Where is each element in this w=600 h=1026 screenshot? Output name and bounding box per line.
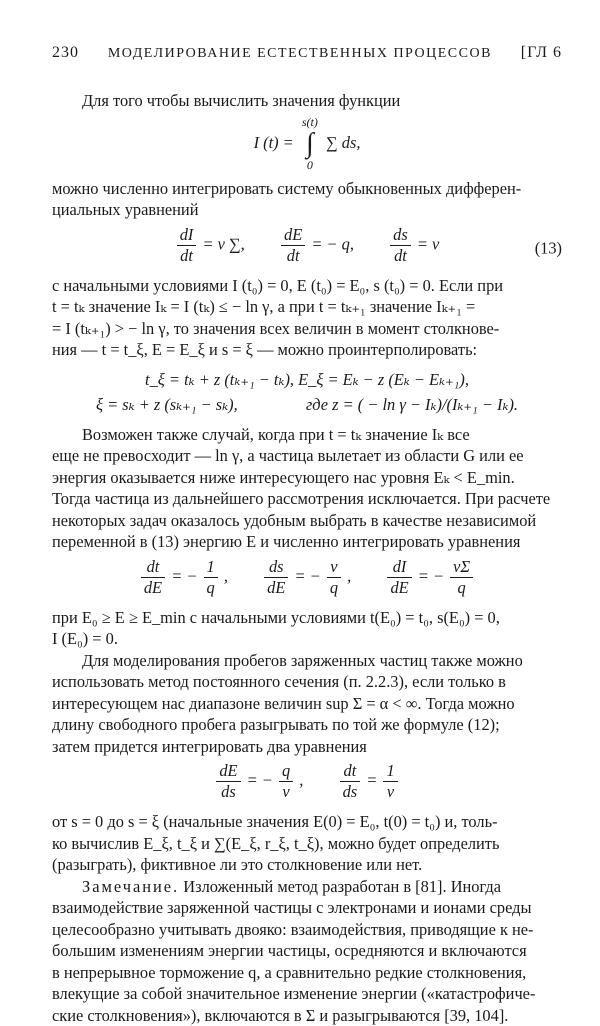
- denominator: q: [327, 578, 341, 598]
- fraction: [450, 557, 473, 598]
- denominator: q: [204, 578, 218, 598]
- fraction: [340, 761, 361, 802]
- text-line: I (E₀) = 0.: [52, 628, 562, 650]
- numerator: v: [327, 557, 341, 578]
- running-title: МОДЕЛИРОВАНИЕ ЕСТЕСТВЕННЫХ ПРОЦЕССОВ: [108, 46, 492, 62]
- remark-paragraph: [52, 876, 562, 1026]
- eq-rhs: = v: [417, 234, 439, 253]
- text-line: длину свободного пробега разыгрывать по той же формуле (12);: [52, 714, 562, 736]
- equation-dE: [52, 557, 562, 603]
- text-line: при E₀ ≥ E ≥ E_min с начальными условиями t(E₀) = t₀, s(E₀) = 0,: [52, 607, 562, 629]
- denominator: ds: [340, 782, 361, 802]
- denominator: dt: [281, 246, 305, 266]
- integral-lower-limit: 0: [307, 159, 313, 172]
- text-line: можно численно интегрировать систему обыкновенных дифферен-: [52, 178, 562, 200]
- fraction: [327, 557, 341, 598]
- eq-rhs: = v ∑,: [202, 234, 244, 253]
- running-header: [52, 44, 562, 70]
- paragraph-3: [52, 275, 562, 361]
- text-line: использовать метод постоянного сечения (п. 2.2.3), если только в: [52, 671, 562, 693]
- denominator: dE: [264, 578, 288, 598]
- text-line: ко вычислив E_ξ, t_ξ и ∑(E_ξ, r_ξ, t_ξ), можно будет определить: [52, 833, 562, 855]
- denominator: ds: [216, 782, 240, 802]
- equation-ds: [52, 761, 562, 807]
- equation-13: [52, 225, 562, 271]
- text-line: Для моделирования пробегов заряженных частиц также можно: [52, 650, 562, 672]
- numerator: dE: [216, 761, 240, 782]
- denominator: v: [279, 782, 293, 802]
- numerator: dI: [387, 557, 411, 578]
- text-line: большим изменениям энергии частицы, осредняются и включаются: [52, 940, 562, 962]
- text-line: влекущие за собой значительное изменение энергии («катастрофиче-: [52, 983, 562, 1005]
- text-line: еще не превосходит — ln γ, а частица вылетает из области G или ее: [52, 445, 562, 467]
- page-body: [52, 90, 562, 1026]
- numerator: 1: [204, 557, 218, 578]
- paragraph-4: [52, 424, 562, 553]
- eq-rhs: =: [366, 770, 377, 789]
- numerator: dI: [177, 225, 197, 246]
- text-line: интересующем нас диапазоне величин sup Σ = α < ∞. Тогда можно: [52, 693, 562, 715]
- fraction: [383, 761, 397, 802]
- equation-number: (13): [535, 237, 562, 259]
- eq-rhs: = −: [294, 566, 320, 585]
- denominator: v: [383, 782, 397, 802]
- text-line: от s = 0 до s = ξ (начальные значения E(0) = E₀, t(0) = t₀) и, толь-: [52, 811, 562, 833]
- fraction: [216, 761, 240, 802]
- fraction: [264, 557, 288, 598]
- numerator: vΣ: [450, 557, 473, 578]
- fraction: [281, 225, 305, 266]
- separator: ,: [299, 770, 303, 789]
- text-line: некоторых задач оказалось удобным выбрать в качестве независимой: [52, 510, 562, 532]
- fraction: [141, 557, 165, 598]
- fraction: [390, 225, 411, 266]
- paragraph-2: [52, 178, 562, 221]
- numerator: dt: [340, 761, 361, 782]
- denominator: dt: [390, 246, 411, 266]
- paragraph-5: [52, 607, 562, 650]
- eq-interp-left: ξ = sₖ + z (sₖ₊₁ − sₖ),: [96, 395, 238, 414]
- numerator: ds: [390, 225, 411, 246]
- text-line: с начальными условиями I (t₀) = 0, E (t₀) = E₀, s (t₀) = 0. Если при: [52, 275, 562, 297]
- denominator: q: [450, 578, 473, 598]
- paragraph-1: Для того чтобы вычислить значения функции: [52, 90, 562, 112]
- text-line: Возможен также случай, когда при t = tₖ значение Iₖ все: [52, 424, 562, 446]
- chapter-label: [ГЛ 6: [521, 44, 562, 62]
- eq-rhs: = − q,: [311, 234, 354, 253]
- text-line: ские столкновения»), включаются в Σ и разыгрываются [39, 104].: [52, 1005, 562, 1026]
- text-line: циальных уравнений: [52, 199, 562, 221]
- integral-upper-limit: s(t): [302, 116, 318, 129]
- text-line: (разыграть), фиктивное ли это столкновение или нет.: [52, 854, 562, 876]
- fraction: [177, 225, 197, 266]
- fraction: [204, 557, 218, 598]
- page-number: 230: [52, 44, 79, 62]
- text-line: взаимодействие заряженной частицы с электронами и ионами среды: [52, 897, 562, 919]
- text-line: Тогда частица из дальнейшего рассмотрения исключается. При расчете: [52, 488, 562, 510]
- text-line: ния — t = t_ξ, E = E_ξ и s = ξ — можно проинтерполировать:: [52, 339, 562, 361]
- text-line: в непрерывное торможение q, а сравнительно редкие столкновения,: [52, 962, 562, 984]
- separator: ,: [347, 566, 351, 585]
- paragraph-7: [52, 811, 562, 876]
- numerator: q: [279, 761, 293, 782]
- equation-interp-1: t_ξ = tₖ + z (tₖ₊₁ − tₖ), E_ξ = Eₖ − z (Eₖ − Eₖ₊₁),: [52, 369, 562, 391]
- equation-interp-2: [52, 394, 562, 416]
- integral-symbol: ∫: [306, 129, 314, 159]
- fraction: [279, 761, 293, 802]
- numerator: dt: [141, 557, 165, 578]
- eq-interp-right: где z = ( − ln γ − Iₖ)/(Iₖ₊₁ − Iₖ).: [306, 395, 518, 414]
- denominator: dt: [177, 246, 197, 266]
- text-line: [52, 876, 562, 898]
- eq-rhs: = −: [247, 770, 273, 789]
- text-line: целесообразно учитывать двояко: взаимодействия, приводящие к не-: [52, 919, 562, 941]
- paragraph-6: [52, 650, 562, 758]
- text-line: = I (tₖ₊₁) > − ln γ, то значения всех величин в момент столкнове-: [52, 318, 562, 340]
- separator: ,: [224, 566, 228, 585]
- text-line: затем придется интегрировать два уравнения: [52, 736, 562, 758]
- numerator: dE: [281, 225, 305, 246]
- eq-rhs: = −: [418, 566, 444, 585]
- text-line: переменной в (13) энергию E и численно интегрировать уравнения: [52, 531, 562, 553]
- integral-sign: [302, 116, 318, 172]
- remark-first-line: Изложенный метод разработан в [81]. Иногда: [179, 877, 501, 896]
- denominator: dE: [387, 578, 411, 598]
- equation-integral: [52, 116, 562, 174]
- numerator: ds: [264, 557, 288, 578]
- eq1-integrand: ∑ ds,: [326, 132, 360, 151]
- eq-rhs: = −: [171, 566, 197, 585]
- denominator: dE: [141, 578, 165, 598]
- fraction: [387, 557, 411, 598]
- remark-label: Замечание.: [82, 877, 179, 896]
- text-line: t = tₖ значение Iₖ = I (tₖ) ≤ − ln γ, а при t = tₖ₊₁ значение Iₖ₊₁ =: [52, 296, 562, 318]
- eq1-lhs: I (t) =: [254, 132, 294, 151]
- numerator: 1: [383, 761, 397, 782]
- text-line: энергия оказывается ниже интересующего нас уровня Eₖ < E_min.: [52, 467, 562, 489]
